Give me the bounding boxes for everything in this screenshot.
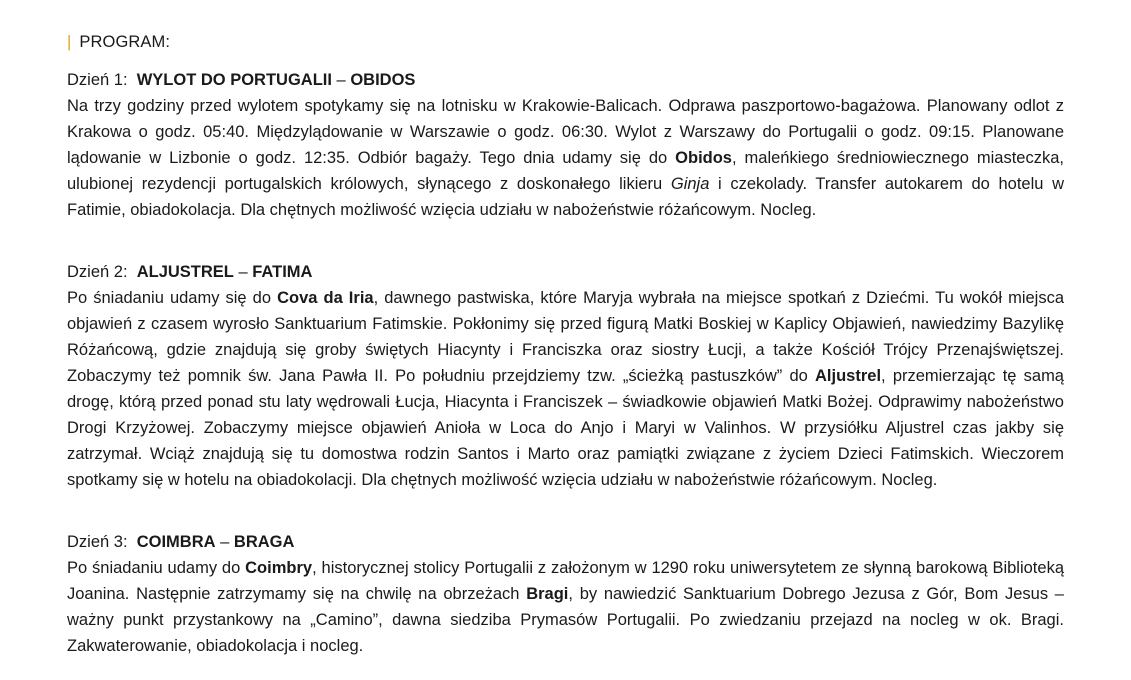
text-segment: i czekolady. Transfer autokarem do hotelu w Fatimie, obiadokolacja. Dla chętnych możliwość wzięcia udziału w nabożeństwie różańcowym. Nocleg. — [67, 175, 1064, 219]
bold-place: Bragi — [526, 585, 569, 603]
day-section-3 — [67, 529, 1064, 659]
text-segment: Na trzy godziny przed wylotem spotykamy się na lotnisku w Krakowie-Balicach. Odprawa paszportowo-bagażowa. Planowany odlot z Krakowa o godz. 05:40. Międzylądowanie w Warszawie o godz. 06:30. Wylot z Warszawy do Portugalii o godz. 09:15. Planowane lądowanie w Lizbonie o godz. 12:35. Odbiór bagaży. Tego dnia udamy się do — [67, 97, 1064, 167]
day-place-a: WYLOT DO PORTUGALII — [136, 71, 332, 89]
day-prefix: Dzień 2: — [67, 263, 128, 281]
bold-place: Aljustrel — [815, 367, 882, 385]
bold-place: Cova da Iria — [277, 289, 374, 307]
day-dash: – — [238, 263, 248, 281]
day-place-b: FATIMA — [252, 263, 313, 281]
day-place-a: COIMBRA — [136, 533, 216, 551]
accent-bar: | — [67, 33, 72, 51]
program-label: PROGRAM: — [79, 33, 171, 51]
text-segment: , by nawiedzić Sanktuarium Dobrego Jezusa z Gór, Bom Jesus – ważny punkt przystankowy na „Camino”, dawna siedziba Prymasów Portugalii. Po zwiedzaniu przejazd na nocleg w ok. Bragi. Zakwaterowanie, obiadokolacja i nocleg. — [67, 585, 1064, 655]
text-segment: , historycznej stolicy Portugalii z założonym w 1290 roku uniwersytetem ze słynną barokową Biblioteką Joanina. Następnie zatrzymamy się na chwilę na obrzeżach — [67, 559, 1064, 603]
day-title — [67, 529, 1064, 555]
text-segment: , przemierzając tę samą drogę, którą przed ponad stu laty wędrowali Łucja, Hiacynta i Franciszek – świadkowie objawień Matki Bożej. Odprawimy nabożeństwo Drogi Krzyżowej. Zobaczymy miejsce objawień Anioła w Loca do Anjo i Maryi w Valinhos. W przysiółku Aljustrel czas jakby się zatrzymał. Wciąż znajdują się tu domostwa rodzin Santos i Marto oraz pamiątki związane z życiem Dzieci Fatimskich. Wieczorem spotkamy się w hotelu na obiadokolacji. Dla chętnych możliwość wzięcia udziału w nabożeństwie różańcowym. Nocleg. — [67, 367, 1064, 489]
bold-place: Obidos — [675, 149, 732, 167]
program-heading — [67, 33, 170, 52]
day-prefix: Dzień 3: — [67, 533, 128, 551]
day-section-1 — [67, 67, 1064, 223]
italic-term: Ginja — [670, 175, 710, 193]
day-dash: – — [220, 533, 230, 551]
day-title — [67, 259, 1064, 285]
day-description — [67, 93, 1064, 223]
day-place-b: BRAGA — [233, 533, 295, 551]
day-place-b: OBIDOS — [350, 71, 416, 89]
day-section-2 — [67, 259, 1064, 493]
text-segment: , maleńkiego średniowiecznego miasteczka, ulubionej rezydencji portugalskich królowych, słynącego z doskonałego likieru — [67, 149, 1064, 193]
day-description — [67, 555, 1064, 659]
day-title — [67, 67, 1064, 93]
day-description — [67, 285, 1064, 493]
bold-place: Coimbry — [245, 559, 313, 577]
day-dash: – — [336, 71, 346, 89]
text-segment: Po śniadaniu udamy do — [67, 559, 246, 577]
day-prefix: Dzień 1: — [67, 71, 128, 89]
day-place-a: ALJUSTREL — [136, 263, 234, 281]
text-segment: Po śniadaniu udamy się do — [67, 289, 278, 307]
text-segment: , dawnego pastwiska, które Maryja wybrała na miejsce spotkań z Dziećmi. Tu wokół miejsca objawień z czasem wyrosło Sanktuarium Fatimskie. Pokłonimy się przed figurą Matki Boskiej w Kaplicy Objawień, nawiedzimy Bazylikę Różańcową, gdzie znajdują się groby świętych Hiacynty i Franciszka oraz siostry Łucji, a także Kościół Trójcy Przenajświętszej. Zobaczymy też pomnik św. Jana Pawła II. Po południu przejdziemy tzw. „ścieżką pastuszków” do — [67, 289, 1065, 385]
